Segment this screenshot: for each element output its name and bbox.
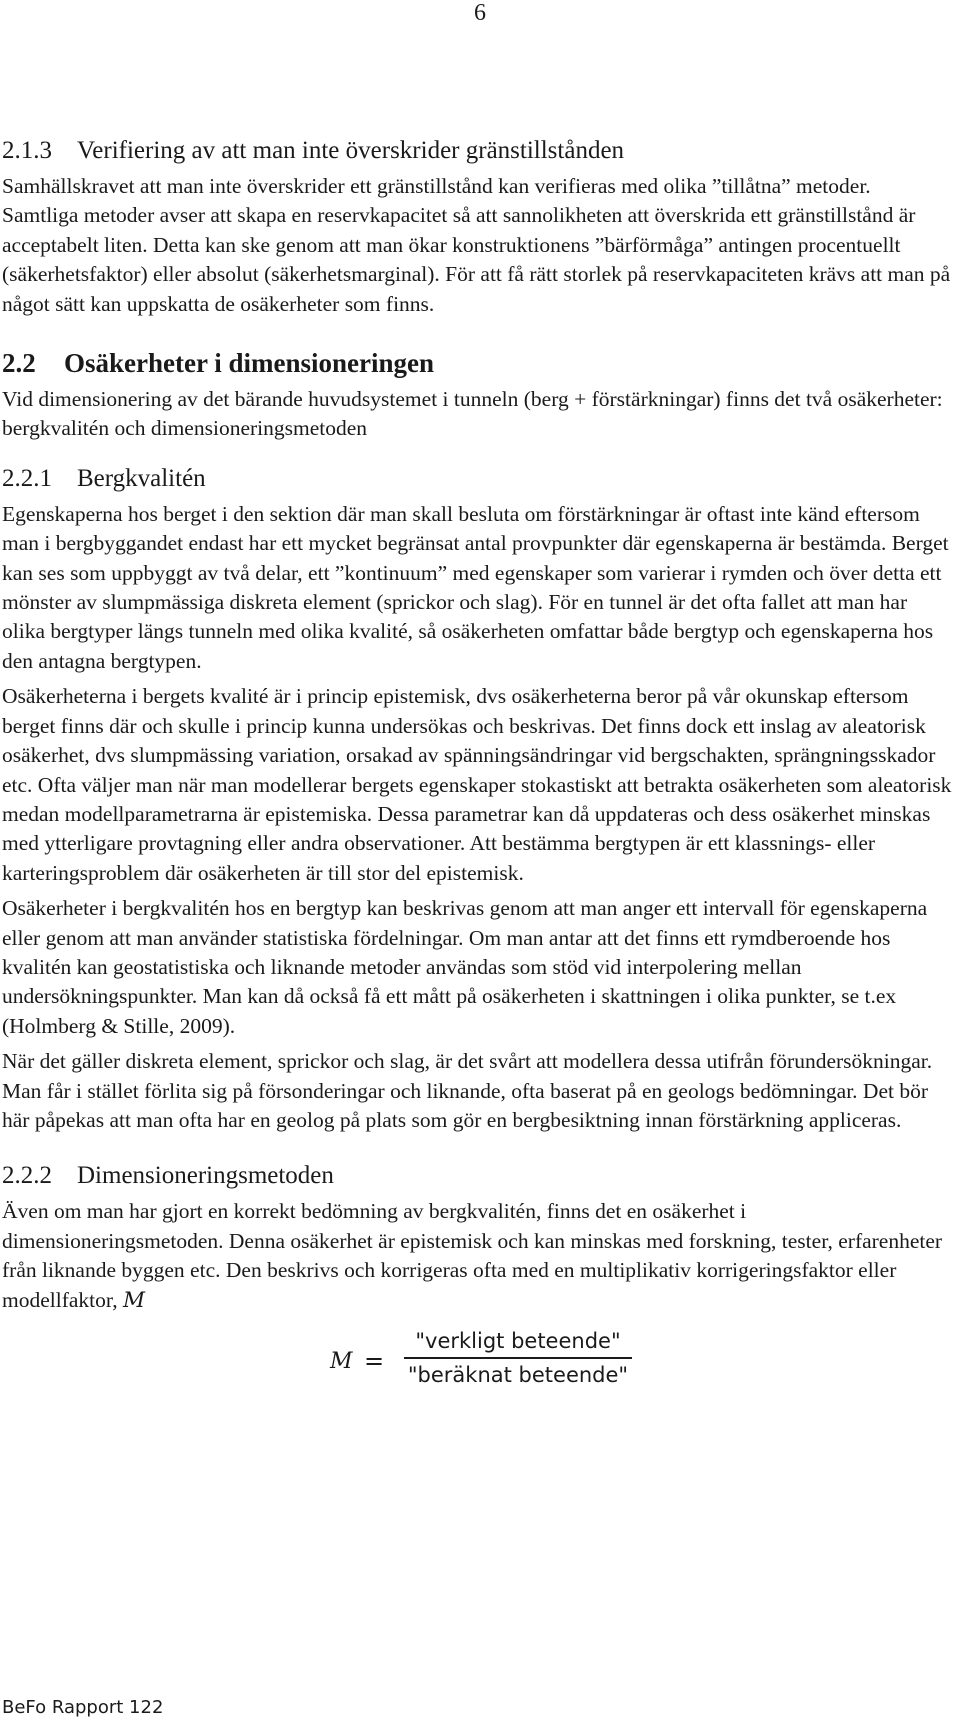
section-title: Bergkvalitén [77,464,206,492]
formula-lhs: M [330,1349,353,1374]
paragraph: När det gäller diskreta element, sprickor och slag, är det svårt att modellera dessa utifrån förundersökningar. Man får i stället förlita sig på försonderingar och liknande, ofta baserat på en geologs bedömningar. Det bör här påpekas att man ofta har en geolog på plats som gör en bergbesiktning innan förstärkning appliceras. [2,1049,933,1132]
model-factor-formula [2,1325,952,1393]
section-heading-2-2-2 [2,1161,952,1191]
section-number: 2.2 [2,348,36,379]
paragraph: Samhällskravet att man inte överskrider ett gränstillstånd kan verifieras med olika ”tillåtna” metoder. Samtliga metoder avser att skapa en reservkapacitet så att sannolikheten att överskrida ett gränstillstånd är acceptabelt liten. Detta kan ske genom att man ökar konstruktionens ”bärförmåga” antingen procentuellt (säkerhetsfaktor) eller absolut (säkerhetsmarginal). För att få rätt storlek på reservkapaciteten krävs att man på något sätt kan uppskatta de osäkerheter som finns. [2,174,951,316]
paragraph [2,1197,952,1315]
section-title: Osäkerheter i dimensioneringen [64,348,434,379]
section-number: 2.2.2 [2,1162,52,1190]
paragraph-text: Även om man har gjort en korrekt bedömning av bergkvalitén, finns det en osäkerhet i dimensioneringsmetoden. Denna osäkerhet är epistemisk och kan minskas med forskning, tester, erfarenheter från liknande byggen etc. Den beskrivs och korrigeras ofta med en multiplikativ korrigeringsfaktor eller modellfaktor, [2,1199,943,1312]
section-title: Dimensioneringsmetoden [77,1162,334,1190]
paragraph: Vid dimensionering av det bärande huvudsystemet i tunneln (berg + förstärkningar) finns det två osäkerheter: bergkvalitén och dimensioneringsmetoden [2,387,943,441]
page-number: 6 [474,0,486,26]
formula-numerator: "verkligt beteende" [415,1329,621,1353]
section-number: 2.1.3 [2,137,52,164]
section-number: 2.2.1 [2,464,52,492]
formula-equals: = [364,1347,385,1375]
section-heading-2-2-1 [2,464,952,494]
paragraph: Osäkerheter i bergkvalitén hos en bergtyp kan beskrivas genom att man anger ett intervall för egenskaperna eller genom att man använder statistiska fördelningar. Om man antar att det finns ett rymdberoende hos kvalitén kan geostatistiska och liknande metoder användas som stöd vid interpolering mellan undersökningspunkter. Man kan då också få ett mått på osäkerheten i skattningen i olika punkter, se t.ex (Holmberg & Stille, 2009). [2,896,928,1038]
section-title: Verifiering av att man inte överskrider gränstillstånden [77,137,625,164]
report-footer: BeFo Rapport 122 [2,1697,164,1718]
paragraph: Osäkerheterna i bergets kvalité är i princip epistemisk, dvs osäkerheterna beror på vår okunskap eftersom berget finns där och skulle i princip kunna undersökas och beskrivas. Det finns dock ett inslag av aleatorisk osäkerhet, dvs slumpmässing variation, orsakad av spänningsändringar vid bergschakten, sprängningsskador etc. Ofta väljer man när man modellerar bergets egenskaper stokastiskt att betrakta osäkerheten som aleatorisk medan modellparametrarna är epistemiska. Dessa parametrar kan då uppdateras och dess osäkerhet minskas med ytterligare provtagning eller andra observationer. Att bestämma bergtypen är ett klassnings- eller karteringsproblem där osäkerheten är till stor del epistemisk. [2,684,952,885]
formula-denominator: "beräknat beteende" [407,1363,629,1387]
math-variable: M [122,1287,145,1313]
section-heading-2-2 [2,347,952,379]
formula-fraction [400,1325,636,1391]
paragraph: Egenskaperna hos berget i den sektion där man skall besluta om förstärkningar är oftast inte känd eftersom man i bergbyggandet endast har ett mycket begränsat antal provpunkter där egenskaperna är bestämda. Berget kan ses som uppbyggt av två delar, ett ”kontinuum” med egenskaper som varierar i rymden och över detta ett mönster av slumpmässiga diskreta element (sprickor och slag). För en tunnel är det ofta fallet att man har olika bergtyper längs tunneln med olika kvalité, så osäkerheten omfattar både bergtyp och egenskaperna hos den antagna bergtypen. [2,501,949,673]
document-body [2,136,952,1393]
section-heading-2-1-3 [2,136,952,166]
